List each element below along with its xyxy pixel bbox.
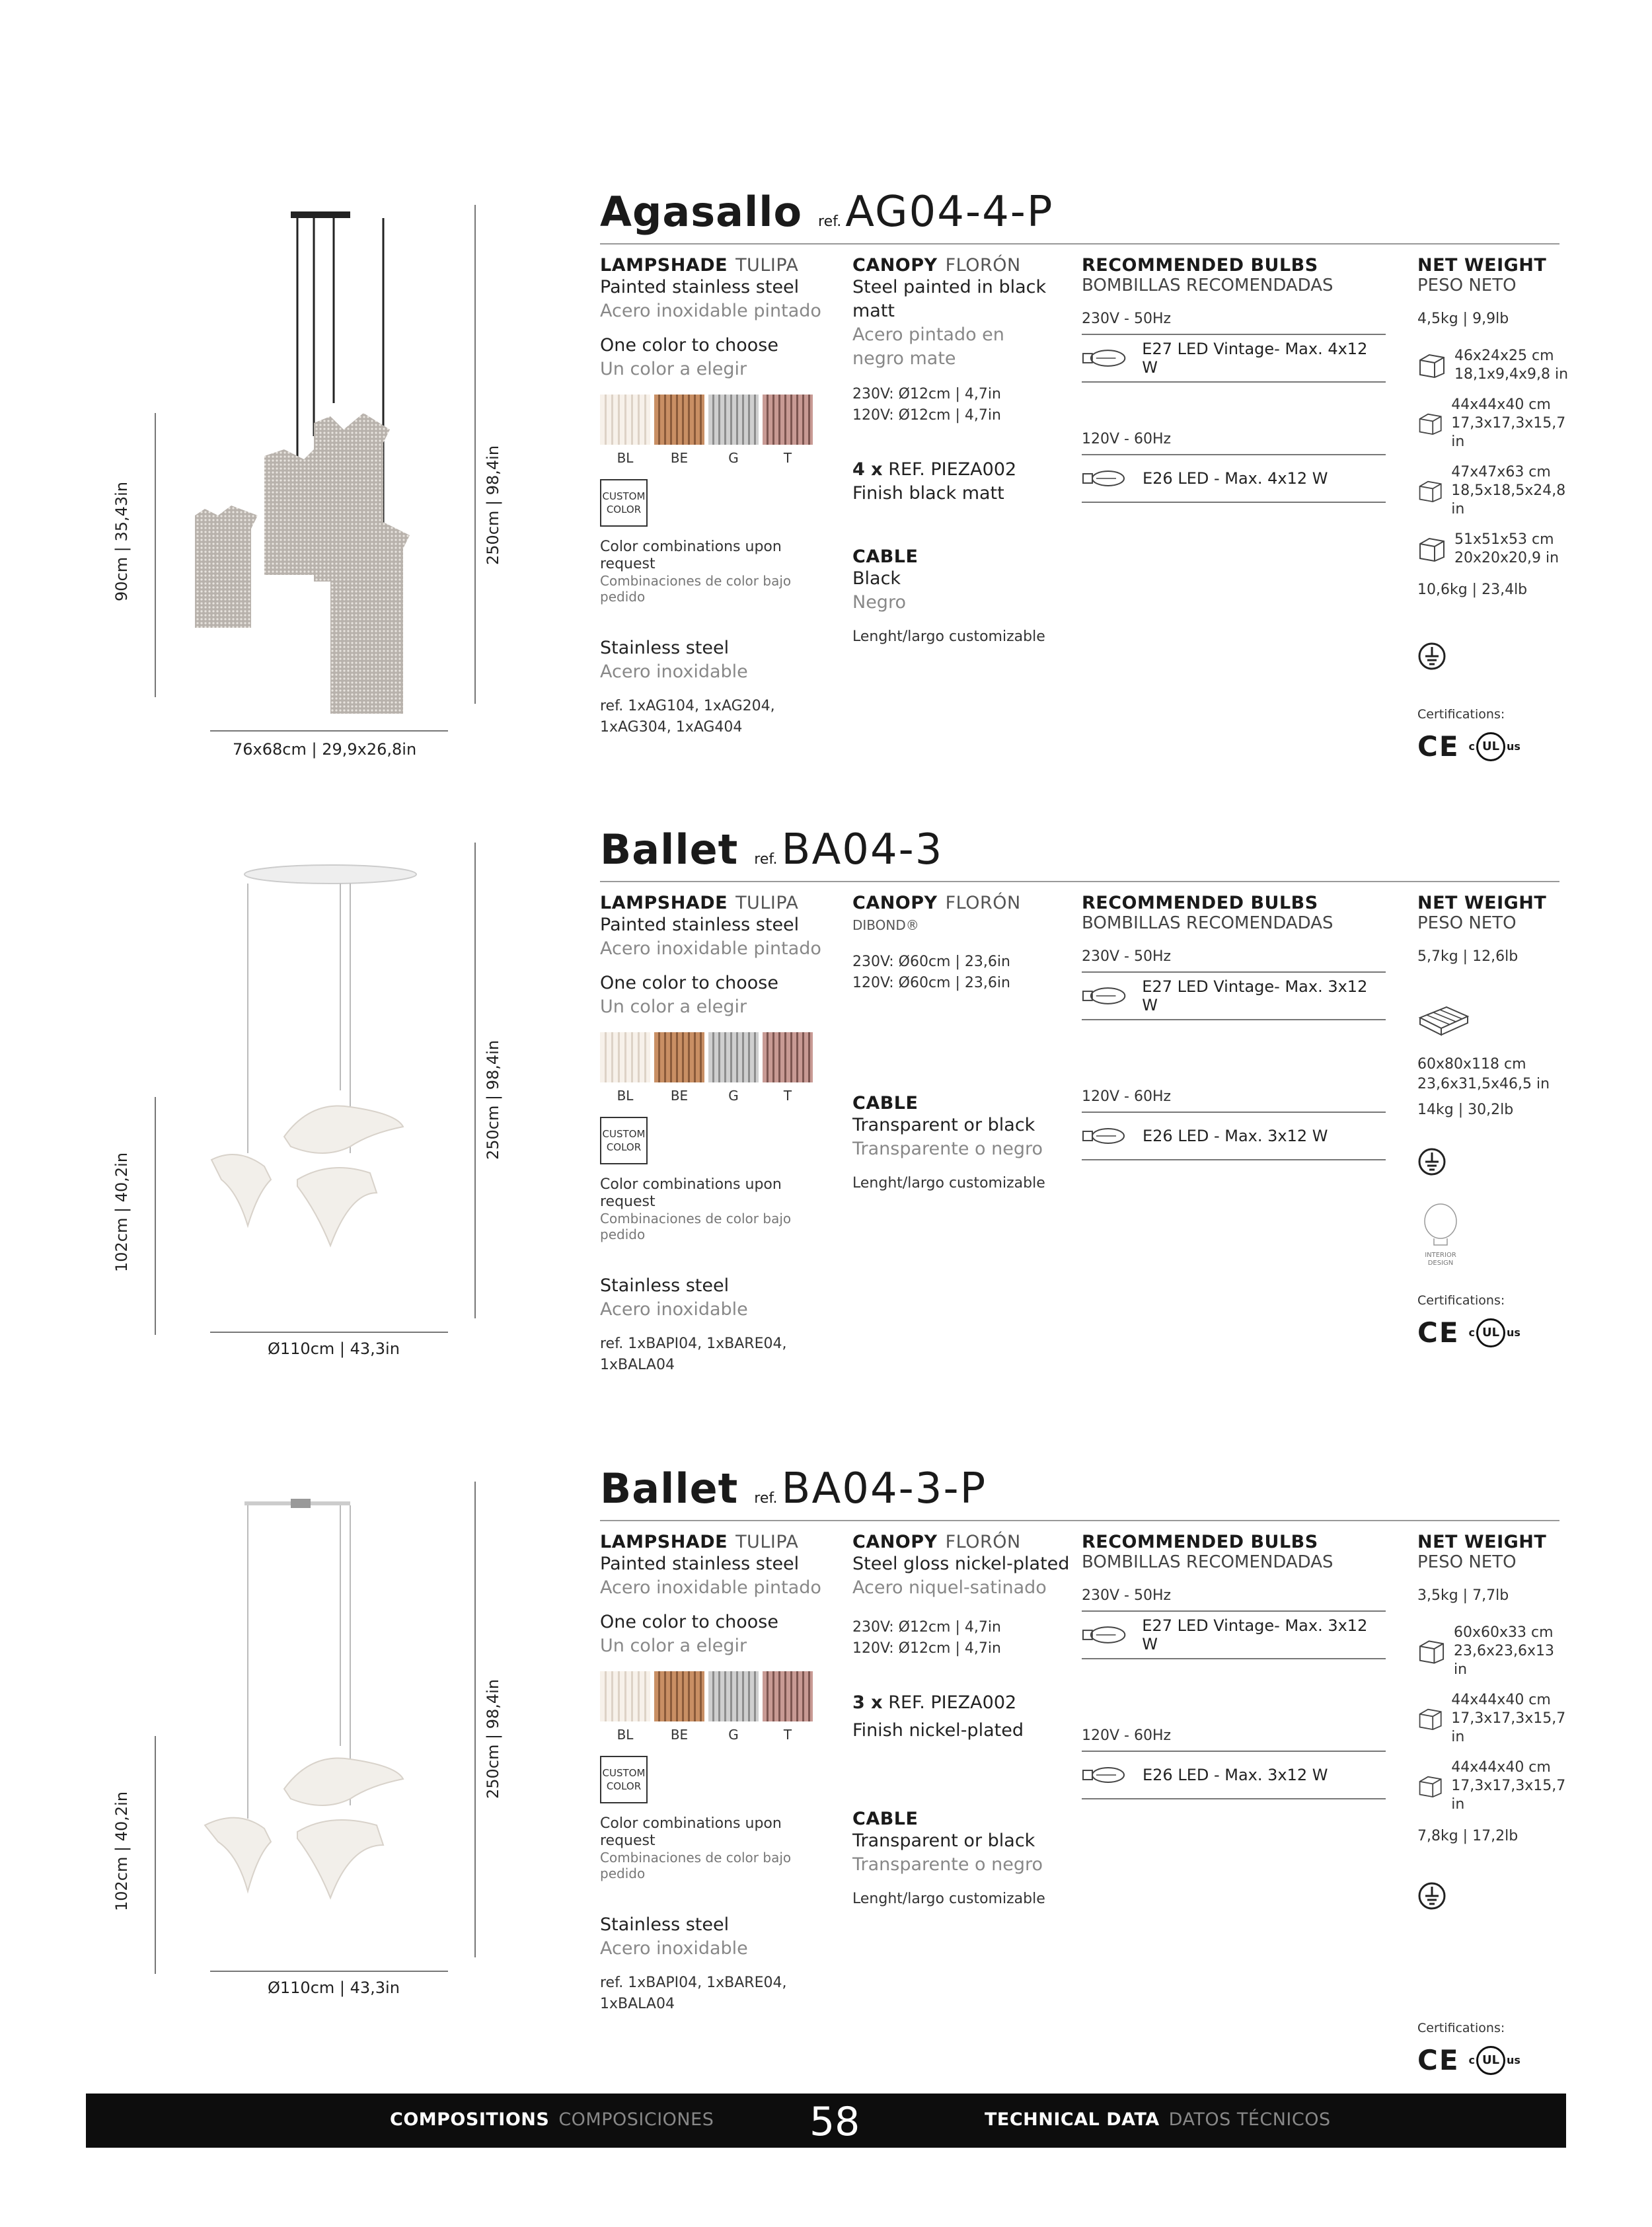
bulbs-column: [1082, 1532, 1386, 1799]
product-agasallo: [0, 188, 1652, 813]
box-icon: [1417, 410, 1443, 437]
swatch-t[interactable]: [763, 1671, 813, 1721]
canopy-part: 3 x REF. PIEZA002: [852, 1692, 1017, 1713]
box-item: 46x24x25 cm 18,1x9,4x9,8 in: [1417, 347, 1569, 384]
canopy-finish: Finish black matt: [852, 483, 1004, 504]
gross-weight: 14kg | 30,2lb: [1417, 1102, 1514, 1118]
steel-es: Acero inoxidable: [600, 661, 748, 682]
custom-color-badge: CUSTOM COLOR: [600, 1117, 648, 1164]
canopy-material-en: Steel painted in black matt: [852, 277, 1047, 321]
component-refs: ref. 1xAG104, 1xAG204, 1xAG304, 1xAG404: [600, 698, 775, 736]
cable-heading: CABLE: [852, 1809, 919, 1829]
ref-label: ref.: [818, 213, 842, 230]
color-swatches: [600, 1032, 825, 1082]
swatch-label: BE: [670, 1727, 689, 1743]
combo-es: Combinaciones de color bajo pedido: [600, 573, 792, 605]
product-title: [600, 1464, 987, 1513]
title-rule: [600, 1520, 1559, 1521]
material-es: Acero inoxidable pintado: [600, 301, 821, 321]
bulb-icon: [1082, 469, 1128, 488]
dimension-total-line: [474, 205, 476, 704]
box-icon: [1417, 352, 1446, 379]
bulb-230-text: E27 LED Vintage- Max. 3x12 W: [1142, 977, 1368, 1014]
dimension-height-line: [155, 1097, 156, 1335]
page-number: 58: [809, 2099, 860, 2145]
page-footer: [86, 2094, 1566, 2148]
pallet-dims: 60x80x118 cm 23,6x31,5x46,5 in: [1417, 1056, 1550, 1092]
dimension-width-line: [210, 1971, 448, 1972]
dimension-height: 102cm | 40,2in: [112, 1791, 131, 1911]
product-image-ballet: [198, 862, 463, 1259]
swatch-label: G: [728, 450, 739, 466]
canopy-part: 4 x REF. PIEZA002: [852, 459, 1017, 480]
canopy-120v: 120V: Ø12cm | 4,7in: [852, 407, 1001, 424]
weight-heading: NET WEIGHT: [1417, 255, 1547, 276]
bulb-120-text: E26 LED - Max. 3x12 W: [1143, 1127, 1328, 1145]
swatch-labels: [600, 1088, 825, 1104]
bulb-icon: [1082, 1765, 1128, 1785]
swatch-be[interactable]: [654, 1671, 704, 1721]
canopy-heading: CANOPY FLORÓN: [852, 255, 1021, 276]
cul-us-mark-icon: c UL us: [1469, 1318, 1521, 1347]
bulb-icon: [1082, 348, 1127, 368]
canopy-material-es: Acero pintado en negro mate: [852, 324, 1004, 369]
box-icon: [1417, 536, 1446, 562]
box-item: 44x44x40 cm 17,3x17,3x15,7 in: [1417, 396, 1569, 451]
dimension-width: Ø110cm | 43,3in: [268, 1979, 400, 1997]
color-es: Un color a elegir: [600, 1636, 747, 1656]
cable-es: Transparente o negro: [852, 1854, 1043, 1875]
color-en: One color to choose: [600, 335, 778, 356]
weight-column: [1417, 893, 1569, 1349]
color-es: Un color a elegir: [600, 997, 747, 1017]
combo-en: Color combinations upon request: [600, 1176, 782, 1210]
net-weight: 5,7kg | 12,6lb: [1417, 948, 1519, 965]
dimension-total-line: [474, 1482, 476, 1957]
weight-heading: NET WEIGHT: [1417, 1532, 1547, 1552]
ref-code: BA04-3-P: [781, 1464, 987, 1513]
swatch-t[interactable]: [763, 1032, 813, 1082]
material-en: Painted stainless steel: [600, 1554, 800, 1574]
weight-heading: NET WEIGHT: [1417, 893, 1547, 913]
cable-en: Black: [852, 568, 901, 589]
canopy-120v: 120V: Ø60cm | 23,6in: [852, 975, 1010, 991]
bulbs-heading: RECOMMENDED BULBS: [1082, 893, 1318, 913]
ref-code: BA04-3: [781, 825, 944, 874]
cable-es: Negro: [852, 592, 906, 613]
dimension-height-line: [155, 413, 156, 697]
canopy-material-en: Steel gloss nickel-plated: [852, 1554, 1070, 1574]
bulbs-heading: RECOMMENDED BULBS: [1082, 255, 1318, 276]
cable-heading: CABLE: [852, 547, 919, 567]
color-swatches: [600, 395, 825, 445]
color-es: Un color a elegir: [600, 359, 747, 379]
canopy-230v: 230V: Ø12cm | 4,7in: [852, 1619, 1001, 1636]
swatch-g[interactable]: [708, 1032, 759, 1082]
box-icon: [1417, 1638, 1446, 1665]
bulb-230-text: E27 LED Vintage- Max. 3x12 W: [1142, 1616, 1368, 1653]
weight-column: [1417, 1532, 1569, 2076]
component-refs: ref. 1xBAPI04, 1xBARE04, 1xBALA04: [600, 1975, 787, 2012]
cable-length: Lenght/largo customizable: [852, 1891, 1045, 1907]
dimension-width-line: [210, 1332, 448, 1333]
color-swatches: [600, 1671, 825, 1721]
certification-marks: [1417, 2044, 1569, 2076]
footer-section-right: TECHNICAL DATA DATOS TÉCNICOS: [985, 2109, 1331, 2130]
bulb-icon: [1082, 1126, 1128, 1146]
steel-es: Acero inoxidable: [600, 1299, 748, 1320]
earth-ground-icon: [1417, 642, 1446, 671]
product-name: Ballet: [600, 1464, 739, 1513]
bulb-120-text: E26 LED - Max. 4x12 W: [1143, 469, 1328, 488]
footer-section-left: COMPOSITIONS COMPOSICIONES: [390, 2109, 714, 2130]
ce-mark-icon: CE: [1417, 730, 1460, 763]
cul-us-mark-icon: c UL us: [1469, 732, 1521, 761]
swatch-label: BL: [617, 1727, 634, 1743]
canopy-230v: 230V: Ø12cm | 4,7in: [852, 386, 1001, 402]
product-ballet: [0, 825, 1652, 1451]
dimension-width: Ø110cm | 43,3in: [268, 1340, 400, 1358]
product-name: Ballet: [600, 825, 739, 874]
canopy-column: [852, 1532, 1077, 1910]
weight-column: [1417, 255, 1569, 763]
bulbs-heading: RECOMMENDED BULBS: [1082, 1532, 1318, 1552]
gross-weight: 10,6kg | 23,4lb: [1417, 582, 1528, 598]
gross-weight: 7,8kg | 17,2lb: [1417, 1828, 1519, 1844]
title-rule: [600, 243, 1559, 245]
swatch-t[interactable]: [763, 395, 813, 445]
cul-us-mark-icon: c UL us: [1469, 2046, 1521, 2075]
dimension-total: 250cm | 98,4in: [484, 1039, 502, 1160]
bulbs-120v: 120V - 60Hz: [1082, 1725, 1386, 1752]
box-item: 60x60x33 cm 23,6x23,6x13 in: [1417, 1624, 1569, 1679]
certifications-label: Certifications:: [1417, 707, 1505, 722]
product-title: [600, 188, 1053, 237]
swatch-bl[interactable]: [600, 1032, 650, 1082]
certification-marks: [1417, 1316, 1569, 1349]
lampshade-heading: LAMPSHADE TULIPA: [600, 893, 799, 913]
steel-en: Stainless steel: [600, 638, 730, 658]
cable-es: Transparente o negro: [852, 1139, 1043, 1159]
canopy-heading: CANOPY FLORÓN: [852, 893, 1021, 913]
combo-en: Color combinations upon request: [600, 539, 782, 572]
component-refs: ref. 1xBAPI04, 1xBARE04, 1xBALA04: [600, 1336, 787, 1373]
canopy-column: [852, 255, 1070, 648]
ce-mark-icon: CE: [1417, 2044, 1460, 2076]
bulbs-heading-es: BOMBILLAS RECOMENDADAS: [1082, 276, 1333, 295]
bulb-row-120: [1082, 1752, 1386, 1799]
weight-heading-es: PESO NETO: [1417, 1552, 1517, 1572]
ref-code: AG04-4-P: [845, 188, 1054, 237]
cable-length: Lenght/largo customizable: [852, 1175, 1045, 1191]
swatch-g[interactable]: [708, 1671, 759, 1721]
certifications-label: Certifications:: [1417, 1293, 1505, 1308]
box-icon: [1417, 1773, 1443, 1799]
swatch-bl[interactable]: [600, 395, 650, 445]
earth-ground-icon: [1417, 1881, 1446, 1910]
material-es: Acero inoxidable pintado: [600, 1577, 821, 1598]
product-name: Agasallo: [600, 188, 803, 236]
product-title: [600, 825, 943, 874]
bulbs-230v: 230V - 50Hz: [1082, 946, 1386, 973]
dimension-total-line: [474, 843, 476, 1318]
certifications-label: Certifications:: [1417, 2021, 1505, 2035]
custom-color-badge: CUSTOM COLOR: [600, 479, 648, 527]
box-icon: [1417, 1706, 1443, 1732]
color-en: One color to choose: [600, 1612, 778, 1632]
bulb-row-230: [1082, 973, 1386, 1020]
swatch-label: BL: [617, 1088, 634, 1104]
steel-es: Acero inoxidable: [600, 1938, 748, 1959]
lampshade-heading: LAMPSHADE TULIPA: [600, 255, 799, 276]
box-item: 44x44x40 cm 17,3x17,3x15,7 in: [1417, 1691, 1569, 1747]
dimension-width-line: [210, 730, 448, 732]
bulbs-230v: 230V - 50Hz: [1082, 309, 1386, 335]
canopy-material: DIBOND®: [852, 917, 919, 933]
ref-label: ref.: [754, 851, 778, 868]
dimension-height: 102cm | 40,2in: [112, 1152, 131, 1272]
swatch-label: T: [783, 1727, 792, 1743]
bulbs-column: [1082, 255, 1386, 503]
swatch-label: T: [783, 1088, 792, 1104]
swatch-label: G: [728, 1727, 739, 1743]
material-es: Acero inoxidable pintado: [600, 938, 821, 959]
bulb-icon: [1082, 1625, 1127, 1645]
weight-heading-es: PESO NETO: [1417, 913, 1517, 933]
canopy-material-es: Acero niquel-satinado: [852, 1577, 1047, 1598]
bulbs-heading-es: BOMBILLAS RECOMENDADAS: [1082, 1552, 1333, 1572]
canopy-column: [852, 893, 1070, 1194]
bulbs-heading-es: BOMBILLAS RECOMENDADAS: [1082, 913, 1333, 933]
lampshade-heading: LAMPSHADE TULIPA: [600, 1532, 799, 1552]
swatch-be[interactable]: [654, 395, 704, 445]
bulbs-column: [1082, 893, 1386, 1160]
weight-heading-es: PESO NETO: [1417, 276, 1517, 295]
certification-marks: [1417, 730, 1569, 763]
swatch-label: BE: [670, 450, 689, 466]
swatch-g[interactable]: [708, 395, 759, 445]
award-text: INTERIOR DESIGN: [1425, 1252, 1456, 1267]
swatch-labels: [600, 450, 825, 466]
bulb-row-230: [1082, 335, 1386, 383]
canopy-heading: CANOPY FLORÓN: [852, 1532, 1021, 1552]
box-list: [1417, 347, 1569, 568]
material-en: Painted stainless steel: [600, 277, 800, 297]
combo-en: Color combinations upon request: [600, 1815, 782, 1849]
color-en: One color to choose: [600, 973, 778, 993]
canopy-finish: Finish nickel-plated: [852, 1720, 1024, 1741]
custom-color-badge: CUSTOM COLOR: [600, 1756, 648, 1803]
swatch-label: BE: [670, 1088, 689, 1104]
title-rule: [600, 881, 1559, 882]
swatch-label: G: [728, 1088, 739, 1104]
bulb-120-text: E26 LED - Max. 3x12 W: [1143, 1766, 1328, 1784]
cable-length: Lenght/largo customizable: [852, 628, 1045, 645]
combo-es: Combinaciones de color bajo pedido: [600, 1211, 792, 1242]
lampshade-column: [600, 893, 825, 1376]
lampshade-column: [600, 1532, 825, 2015]
earth-ground-icon: [1417, 1147, 1446, 1176]
box-item: 44x44x40 cm 17,3x17,3x15,7 in: [1417, 1758, 1569, 1814]
swatch-labels: [600, 1727, 825, 1743]
dimension-total: 250cm | 98,4in: [484, 445, 502, 565]
swatch-bl[interactable]: [600, 1671, 650, 1721]
cable-en: Transparent or black: [852, 1831, 1035, 1851]
bulbs-120v: 120V - 60Hz: [1082, 429, 1386, 455]
box-list: [1417, 1624, 1569, 1814]
net-weight: 4,5kg | 9,9lb: [1417, 311, 1509, 327]
bulbs-120v: 120V - 60Hz: [1082, 1086, 1386, 1113]
pallet-icon: [1417, 1003, 1470, 1040]
canopy-120v: 120V: Ø12cm | 4,7in: [852, 1640, 1001, 1657]
cable-en: Transparent or black: [852, 1115, 1035, 1135]
dimension-height-line: [155, 1736, 156, 1974]
dimension-height: 90cm | 35,43in: [112, 481, 131, 601]
cable-heading: CABLE: [852, 1093, 919, 1114]
product-image-ballet-p: [198, 1495, 463, 1905]
lampshade-column: [600, 255, 825, 738]
net-weight: 3,5kg | 7,7lb: [1417, 1587, 1509, 1604]
dimension-width: 76x68cm | 29,9x26,8in: [233, 740, 417, 759]
box-item: 51x51x53 cm 20x20x20,9 in: [1417, 531, 1569, 568]
material-en: Painted stainless steel: [600, 915, 800, 935]
box-item: 47x47x63 cm 18,5x18,5x24,8 in: [1417, 463, 1569, 519]
swatch-be[interactable]: [654, 1032, 704, 1082]
steel-en: Stainless steel: [600, 1914, 730, 1935]
ce-mark-icon: CE: [1417, 1316, 1460, 1349]
bulb-row-120: [1082, 455, 1386, 503]
bulb-icon: [1082, 986, 1127, 1006]
bulb-230-text: E27 LED Vintage- Max. 4x12 W: [1142, 340, 1368, 377]
bulb-row-120: [1082, 1113, 1386, 1160]
bulbs-230v: 230V - 50Hz: [1082, 1585, 1386, 1612]
ref-label: ref.: [754, 1490, 778, 1507]
dimension-total: 250cm | 98,4in: [484, 1679, 502, 1799]
product-ballet-p: [0, 1464, 1652, 2090]
swatch-label: T: [783, 450, 792, 466]
canopy-230v: 230V: Ø60cm | 23,6in: [852, 954, 1010, 970]
steel-en: Stainless steel: [600, 1275, 730, 1296]
award-badge-icon: [1417, 1203, 1464, 1267]
product-image-agasallo: [192, 205, 456, 714]
box-icon: [1417, 478, 1443, 504]
swatch-label: BL: [617, 450, 634, 466]
combo-es: Combinaciones de color bajo pedido: [600, 1850, 792, 1881]
bulb-row-230: [1082, 1612, 1386, 1659]
